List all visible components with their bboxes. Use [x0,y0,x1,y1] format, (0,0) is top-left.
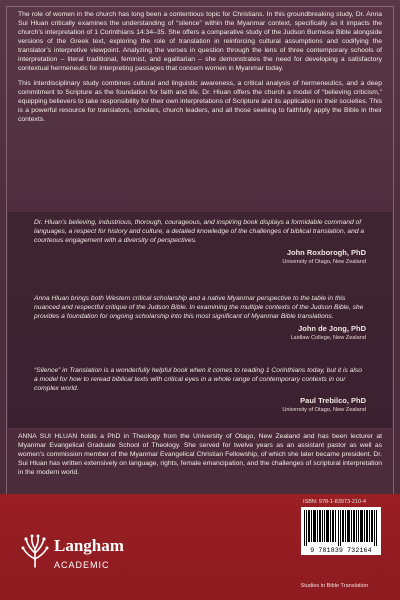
publisher-imprint: ACADEMIC [54,560,110,570]
endorsement-quote: Dr. Hluan’s believing, industrious, thorough, courageous, and inspiring book displays a formidable command of languages, a respect for history and culture, a detailed knowledge of the challenges of biblical translation, and a courteous engagement with a diversity of perspectives. [34,219,365,245]
endorser-name: John Roxborogh, PhD [286,248,366,258]
publisher-logo [20,533,140,583]
series-title: Studies in Bible Translation [300,583,368,589]
barcode-digits: 9 781839 732164 [310,547,372,554]
endorsement-quote: Anna Hluan brings both Western critical scholarship and a native Myanmar perspective to the table in this nuanced and respectful critique of the Judson Bible. In examining the multiple contexts of the Judson Bible, she provides a foundation for ongoing scholarship into this most significant of Myanmar Bible translations. [34,295,364,321]
endorser-affiliation: Laidlaw College, New Zealand [290,334,366,341]
endorsement-attribution [34,248,366,266]
endorser-affiliation: University of Otago, New Zealand [282,258,366,265]
endorsement-3 [34,366,366,414]
isbn-label: ISBN: 978-1-83973-210-4 [303,499,366,505]
endorser-affiliation: University of Otago, New Zealand [282,406,366,413]
endorser-name: Paul Trebilco, PhD [300,396,366,406]
publisher-name: Langham [54,536,124,555]
description-paragraph-2: This interdisciplinary study combines cultural and linguistic awareness, a critical analysis of hermeneutics, and a deep commitment to Scripture as the foundation for faith and life. Dr. Hluan offers the church a model of “believing criticism,” equipping believers to take responsibility for their own interpretations of Scripture and its application in their societies. This is a powerful resource for translators, scholars, church leaders, and all those seeking to faithfully apply the Bible in their contexts. [18,80,382,124]
book-description [18,10,382,130]
endorser-name: John de Jong, PhD [298,324,366,334]
endorsement-1 [34,218,366,266]
author-bio: ANNA SUI HLUAN holds a PhD in Theology from the University of Otago, New Zealand and has been lecturer at Myanmar Evangelical Graduate School of Theology. She served for twelve years as an assistant pastor as well as women’s commission member of the Myanmar Evangelical Christian Fellowship, of which she later became president. Dr. Sui Hluan has written extensively on language, rights, female emancipation, and the challenges of scriptural interpretation in the modern world. [18,433,382,477]
endorsement-2 [34,294,366,342]
endorsement-attribution [34,324,366,342]
endorsements-panel [8,211,392,429]
endorsement-quote: “Silence” in Translation is a wonderfully helpful book when it comes to reading 1 Corinthians today, but it is also a model for how to reread biblical texts with critical eyes in a whole range of contemporary contexts in our complex world. [34,367,362,393]
langham-logo-icon [20,533,50,569]
description-paragraph-1: The role of women in the church has long been a contentious topic for Christians. In this groundbreaking study, Dr. Anna Sui Hluan critically examines the understanding of “silence” within the Myanmar context, specifically as it impacts the church’s interpretation of 1 Corinthians 14:34–35. She offers a comparative study of the Judson Burmese Bible alongside versions of the Greek text, exploring the role of translation in reinforcing cultural assumptions and codifying the translator’s interpretive viewpoint. Analyzing the verses in question through the lens of three contemporary schools of interpretation – literal traditional, feminist, and egalitarian – she demonstrates the need for developing a satisfactory contextual hermeneutic for interpreting passages that concern women in Myanmar today. [18,11,382,73]
endorsement-attribution [34,396,366,414]
barcode-icon [304,510,378,546]
barcode [301,507,381,555]
